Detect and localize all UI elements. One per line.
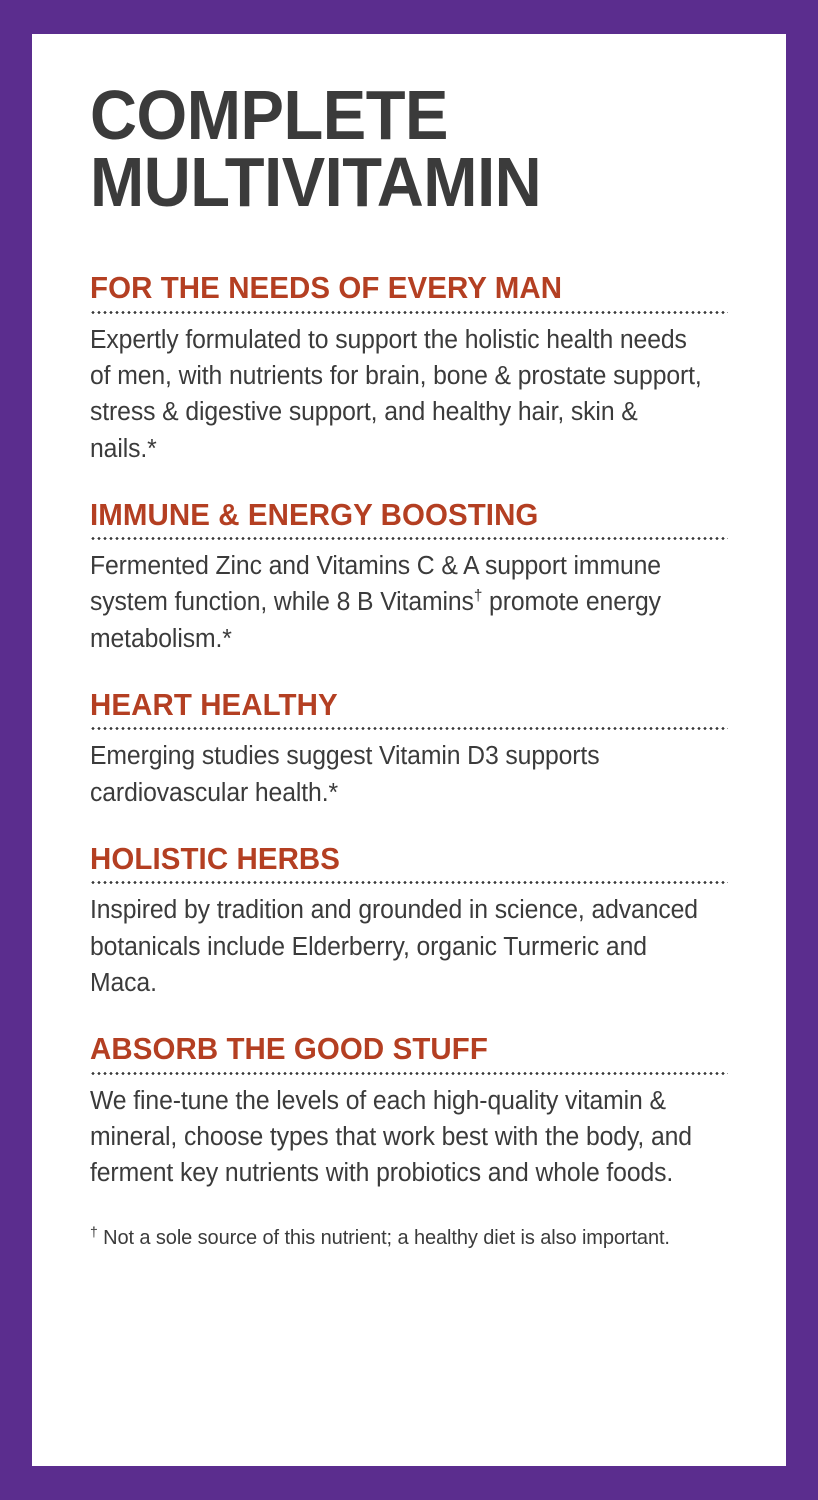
section-for-the-needs-of-every-man bbox=[90, 272, 728, 466]
page-title-line-2: MULTIVITAMIN bbox=[90, 143, 542, 222]
section-heading: HOLISTIC HERBS bbox=[90, 840, 341, 876]
page-title bbox=[90, 76, 683, 222]
section-holistic-herbs bbox=[90, 840, 728, 1001]
label-panel bbox=[32, 34, 786, 1466]
footnote-marker: † bbox=[90, 1223, 98, 1240]
dotted-divider bbox=[90, 537, 728, 540]
section-immune-and-energy-boosting bbox=[90, 496, 728, 657]
dotted-divider bbox=[90, 311, 728, 314]
benefit-sections bbox=[90, 272, 728, 1191]
section-body: Expertly formulated to support the holistic health needs of men, with nutrients for brain, bone & prostate support, stress & digestive support, and healthy hair, skin & nails.* bbox=[90, 325, 702, 463]
section-body: Emerging studies suggest Vitamin D3 supports cardiovascular health.* bbox=[90, 742, 600, 807]
section-body-pre: Fermented Zinc and Vitamins C & A support immune system function, while 8 B Vitamins bbox=[90, 552, 661, 617]
dotted-divider bbox=[90, 727, 728, 730]
section-absorb-the-good-stuff bbox=[90, 1033, 728, 1191]
section-body: Inspired by tradition and grounded in science, advanced botanicals include Elderberry, organic Turmeric and Maca. bbox=[90, 896, 698, 997]
section-body-post: promote energy metabolism.* bbox=[90, 588, 661, 653]
dotted-divider bbox=[90, 1072, 728, 1075]
section-body bbox=[90, 548, 709, 657]
footnote-text: Not a sole source of this nutrient; a healthy diet is also important. bbox=[97, 1227, 670, 1250]
section-heading: HEART HEALTHY bbox=[90, 686, 338, 722]
section-body: We fine-tune the levels of each high-quality vitamin & mineral, choose types that work best with the body, and ferment key nutrients with probiotics and whole foods. bbox=[90, 1086, 692, 1187]
dagger-marker: † bbox=[473, 587, 483, 605]
section-heading: IMMUNE & ENERGY BOOSTING bbox=[90, 496, 539, 532]
section-heading: FOR THE NEEDS OF EVERY MAN bbox=[90, 270, 563, 306]
page-title-line-1: COMPLETE bbox=[90, 76, 448, 154]
section-heart-healthy bbox=[90, 686, 728, 811]
footnote bbox=[90, 1225, 728, 1251]
section-heading: ABSORB THE GOOD STUFF bbox=[90, 1031, 488, 1066]
dotted-divider bbox=[90, 881, 728, 884]
